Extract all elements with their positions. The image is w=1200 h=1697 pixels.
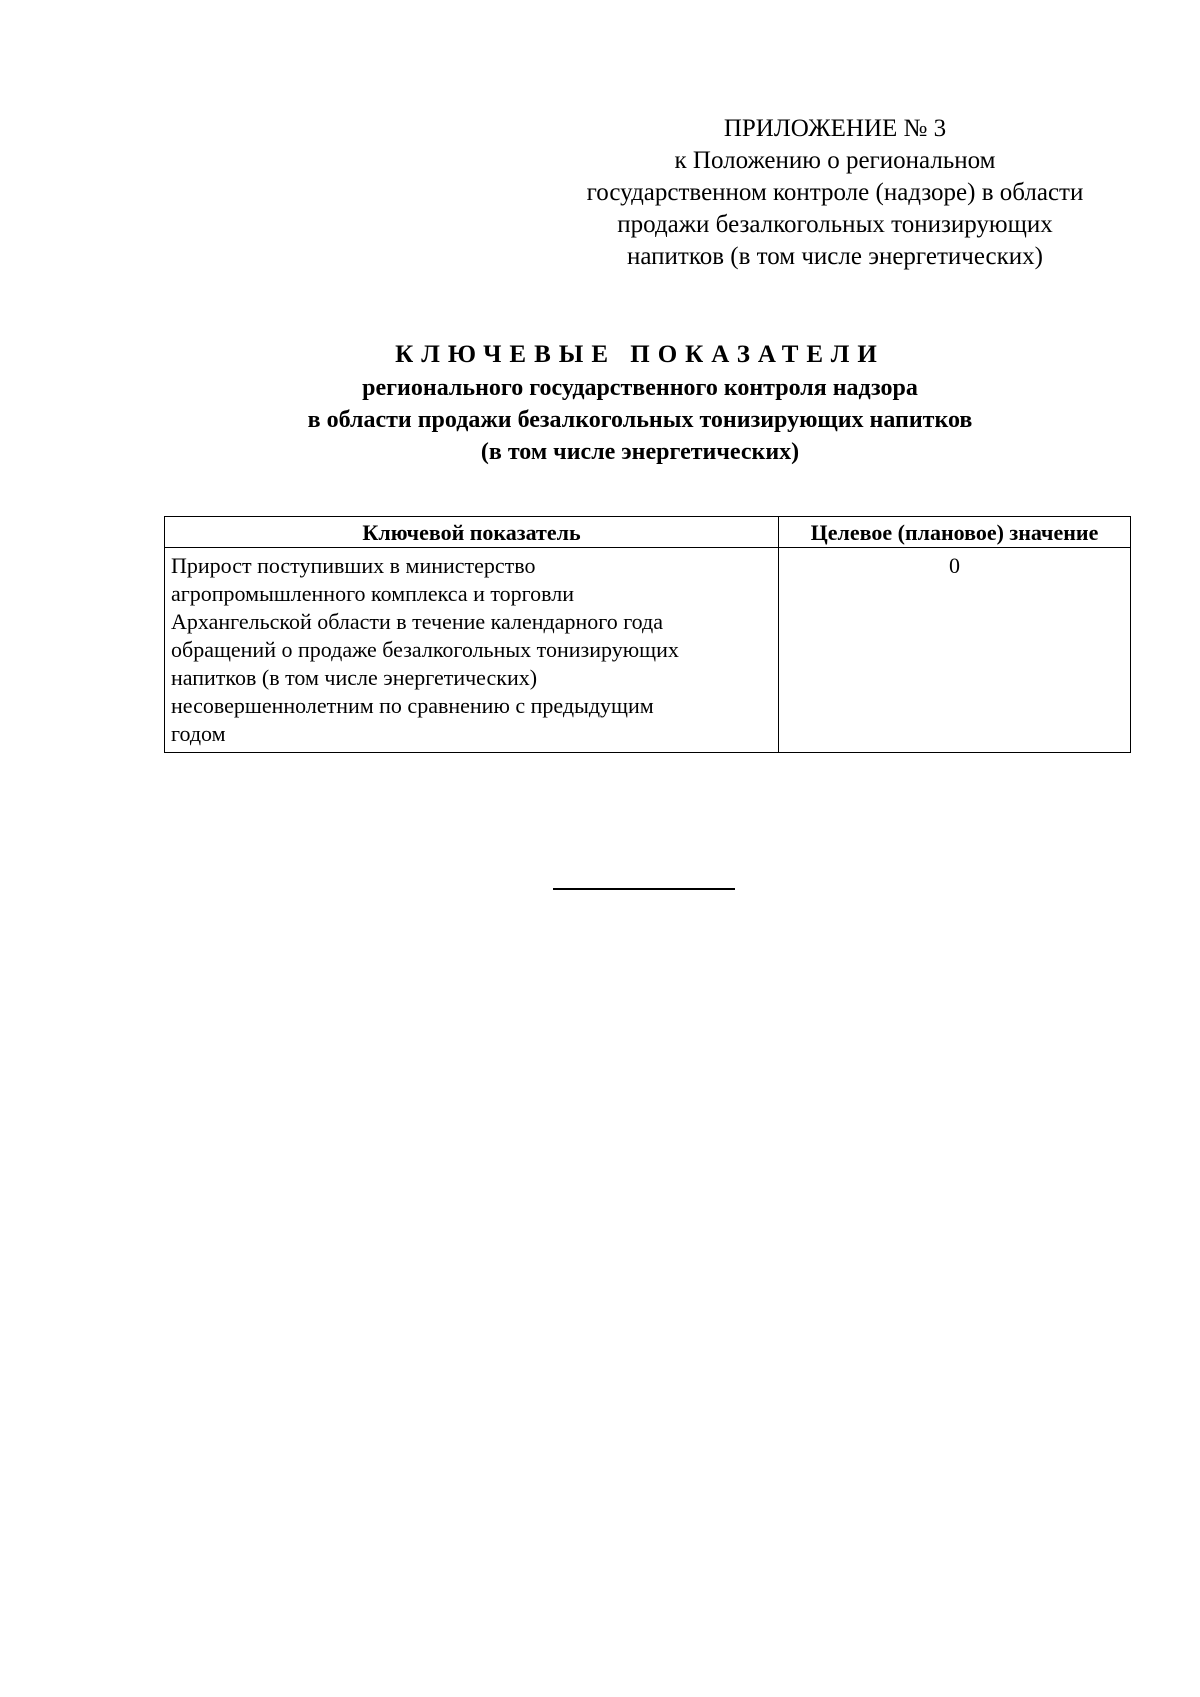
document-title xyxy=(150,338,1130,468)
indicator-text-line: годом xyxy=(171,721,226,746)
target-value-cell: 0 xyxy=(779,548,1131,753)
indicator-text-line: напитков (в том числе энергетических) xyxy=(171,665,538,690)
appendix-header xyxy=(540,113,1130,273)
table-header-row xyxy=(165,517,1131,548)
title-subtitle-line: регионального государственного контроля надзора xyxy=(362,375,918,401)
appendix-reference-line: напитков (в том числе энергетических) xyxy=(627,243,1043,270)
indicator-text-line: агропромышленного комплекса и торговли xyxy=(171,581,575,606)
key-indicators-table xyxy=(164,516,1131,753)
indicator-cell xyxy=(165,548,779,753)
column-header-target-value: Целевое (плановое) значение xyxy=(779,517,1131,548)
title-main: КЛЮЧЕВЫЕ ПОКАЗАТЕЛИ xyxy=(395,341,885,368)
end-of-document-divider xyxy=(553,888,735,890)
appendix-reference-line: к Положению о региональном xyxy=(674,147,996,174)
title-subtitle-line: (в том числе энергетических) xyxy=(480,439,800,465)
title-subtitle-line: в области продажи безалкогольных тонизирующих напитков xyxy=(307,407,973,433)
column-header-indicator: Ключевой показатель xyxy=(165,517,779,548)
appendix-number: ПРИЛОЖЕНИЕ № 3 xyxy=(723,115,947,142)
indicator-text-line: Архангельской области в течение календарного года xyxy=(171,609,663,634)
indicator-text-line: обращений о продаже безалкогольных тонизирующих xyxy=(171,637,679,662)
appendix-reference-line: продажи безалкогольных тонизирующих xyxy=(617,211,1053,238)
indicator-text-line: Прирост поступивших в министерство xyxy=(171,553,536,578)
appendix-reference-line: государственном контроле (надзоре) в области xyxy=(586,179,1084,206)
table-row xyxy=(165,548,1131,753)
indicator-text-line: несовершеннолетним по сравнению с предыдущим xyxy=(171,693,654,718)
